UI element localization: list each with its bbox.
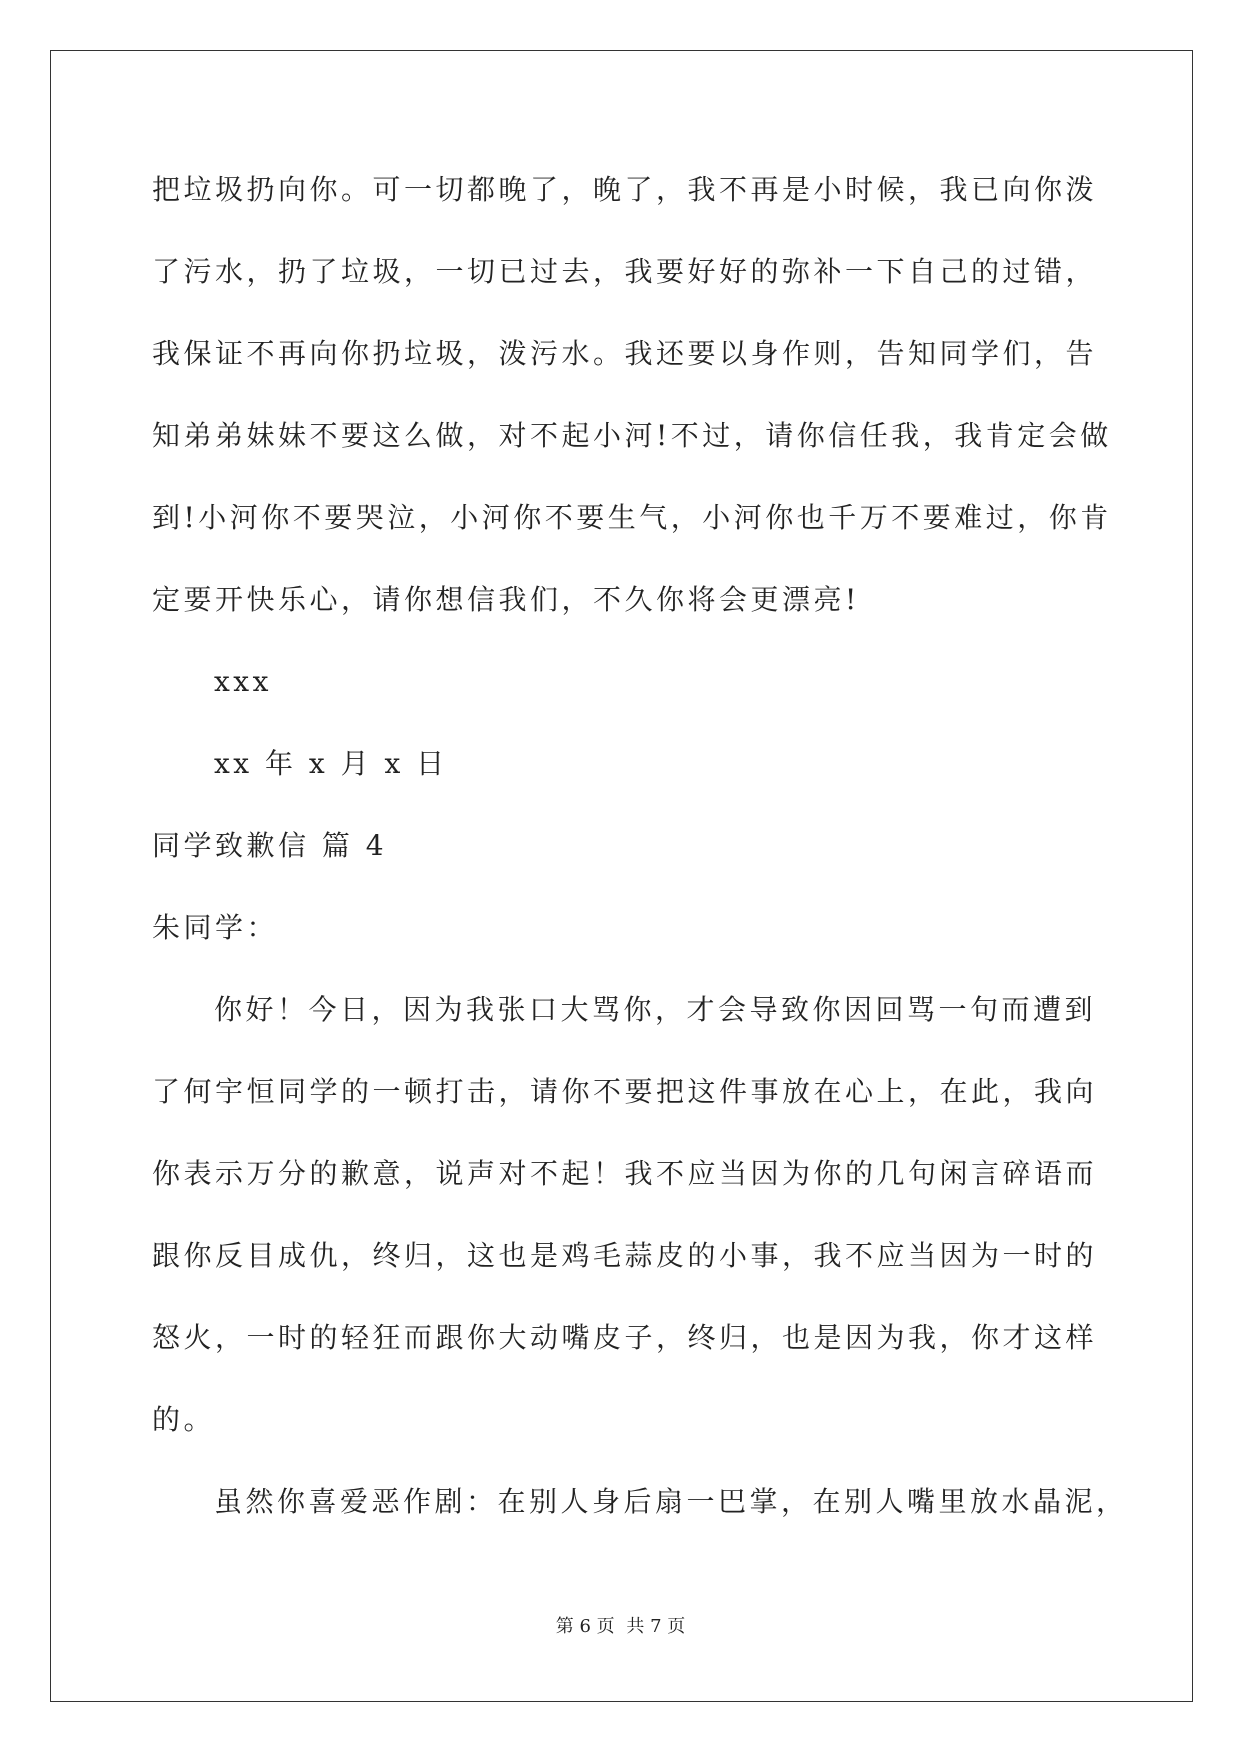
signature: xxx bbox=[214, 665, 272, 698]
text-line: 定要开快乐心，请你想信我们，不久你将会更漂亮! bbox=[152, 583, 860, 616]
page-total: 共 7 页 bbox=[626, 1616, 686, 1637]
page-border bbox=[50, 50, 1193, 1702]
text-line: 了何宇恒同学的一顿打击，请你不要把这件事放在心上，在此，我向 bbox=[152, 1075, 1098, 1108]
text-line: 虽然你喜爱恶作剧：在别人身后扇一巴掌，在别人嘴里放水晶泥， bbox=[214, 1485, 1128, 1518]
page-footer bbox=[0, 1616, 1241, 1638]
text-line: 知弟弟妹妹不要这么做，对不起小河!不过，请你信任我，我肯定会做 bbox=[152, 419, 1112, 452]
section-heading: 同学致歉信 篇 4 bbox=[152, 829, 388, 862]
text-line: 跟你反目成仇，终归，这也是鸡毛蒜皮的小事，我不应当因为一时的 bbox=[152, 1239, 1098, 1272]
text-line: 我保证不再向你扔垃圾，泼污水。我还要以身作则，告知同学们，告 bbox=[152, 337, 1098, 370]
text-line: 的。 bbox=[152, 1403, 216, 1436]
text-line: 把垃圾扔向你。可一切都晚了，晚了，我不再是小时候，我已向你泼 bbox=[152, 173, 1098, 206]
text-line: 你表示万分的歉意，说声对不起！我不应当因为你的几句闲言碎语而 bbox=[152, 1157, 1098, 1190]
text-line: 你好！今日，因为我张口大骂你，才会导致你因回骂一句而遭到 bbox=[214, 993, 1097, 1026]
date-line: xx 年 x 月 x 日 bbox=[214, 747, 448, 780]
salutation: 朱同学： bbox=[152, 911, 279, 944]
page-number: 第 6 页 bbox=[555, 1616, 615, 1637]
text-line: 了污水，扔了垃圾，一切已过去，我要好好的弥补一下自己的过错， bbox=[152, 255, 1098, 288]
text-line: 怒火，一时的轻狂而跟你大动嘴皮子，终归，也是因为我，你才这样 bbox=[152, 1321, 1098, 1354]
text-line: 到!小河你不要哭泣，小河你不要生气，小河你也千万不要难过，你肯 bbox=[152, 501, 1112, 534]
